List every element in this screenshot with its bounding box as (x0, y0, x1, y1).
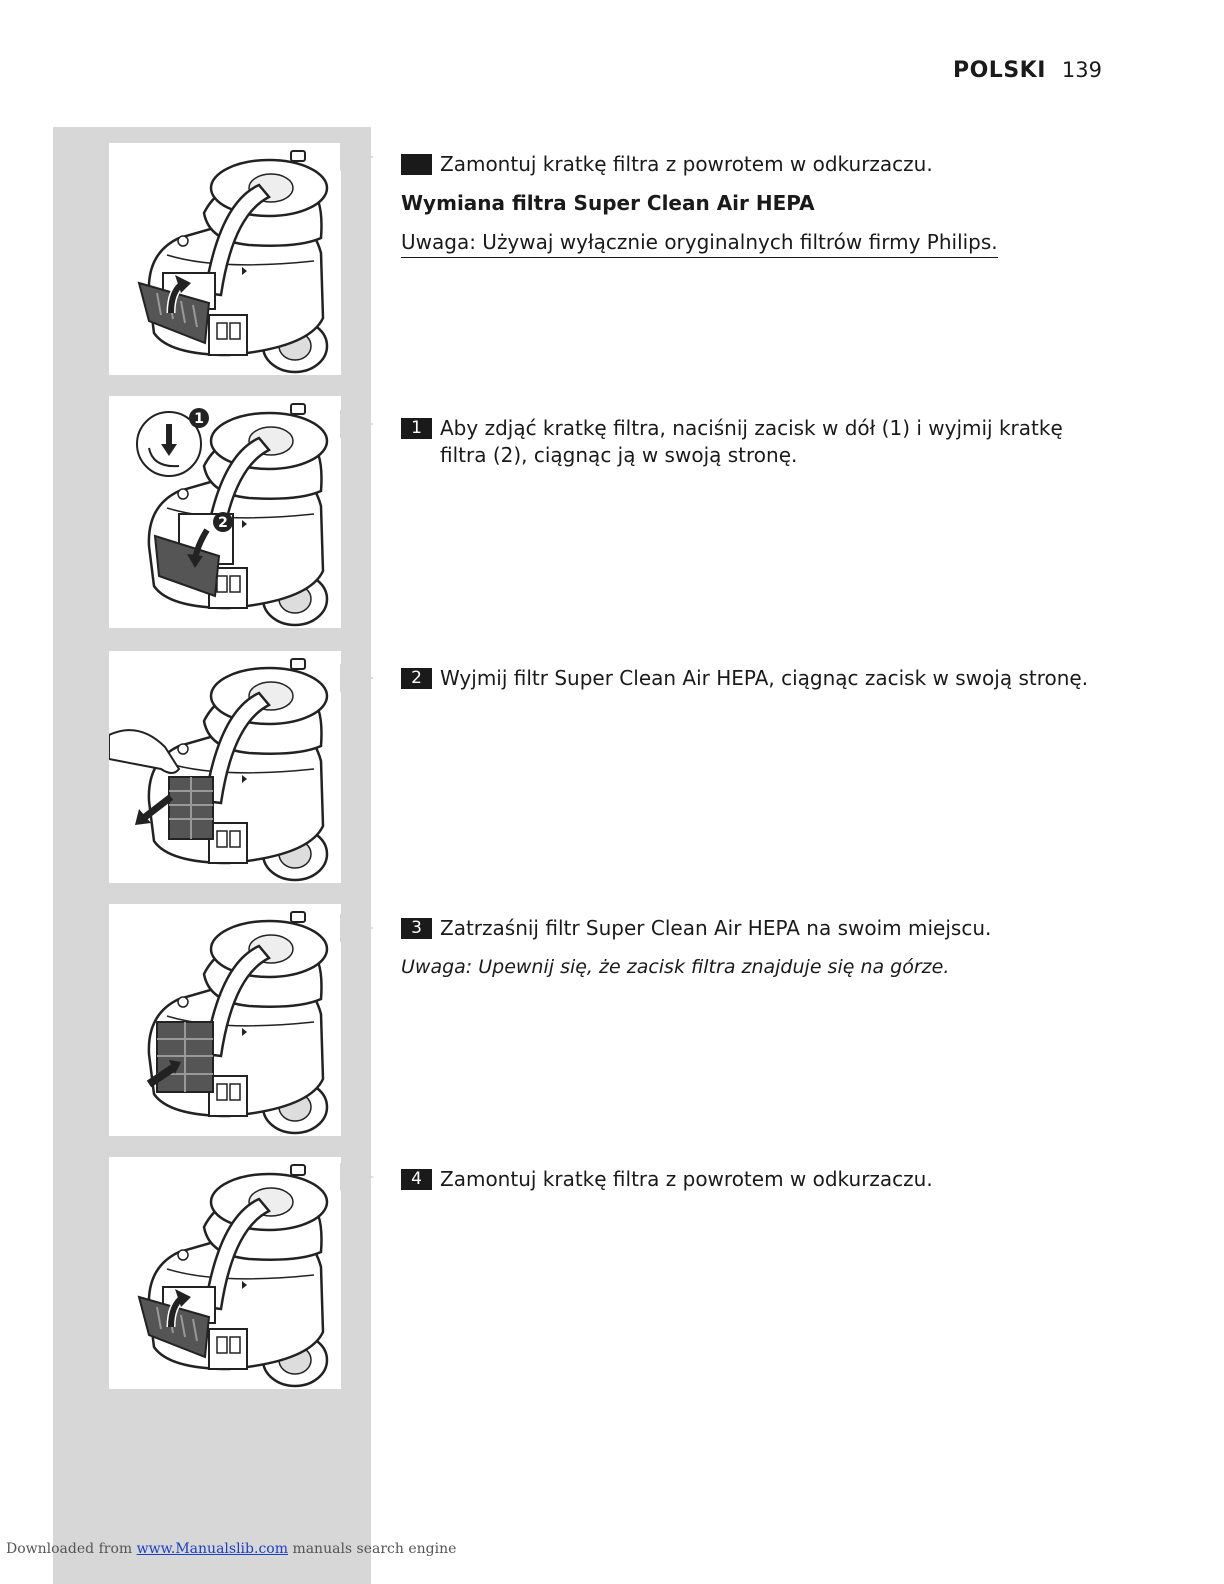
step-text: Wyjmij filtr Super Clean Air HEPA, ciągnąc zacisk w swoją stronę. (440, 666, 1089, 690)
manualslib-link[interactable]: www.Manualslib.com (136, 1541, 288, 1557)
download-footer (6, 1541, 456, 1557)
illustration-reinsert-grille-final (109, 1157, 341, 1389)
step-text: Zatrzaśnij filtr Super Clean Air HEPA na swoim miejscu. (440, 916, 992, 940)
step-row (401, 415, 1101, 469)
callout-two: 2 (218, 515, 228, 531)
section-step-3 (401, 915, 1101, 981)
section-heading: Wymiana filtra Super Clean Air HEPA (401, 191, 815, 215)
pointer-arrow-2 (340, 410, 374, 438)
footer-suffix: manuals search engine (292, 1541, 457, 1557)
step-number-box: 3 (401, 918, 432, 939)
step-row (401, 151, 1101, 178)
section-step-2 (401, 665, 1101, 692)
step-number-box: 4 (401, 1169, 432, 1190)
page-header (953, 58, 1102, 83)
step-text: Aby zdjąć kratkę filtra, naciśnij zacisk w dół (1) i wyjmij kratkę filtra (2), ciągnąc ją w swoją stronę. (440, 416, 1063, 467)
page-number: 139 (1061, 58, 1102, 82)
section-reinsert-grille (401, 151, 1101, 258)
pointer-arrow-5 (340, 1163, 374, 1191)
footer-prefix: Downloaded from (6, 1541, 133, 1557)
step-number-box (401, 154, 432, 175)
step-row (401, 665, 1101, 692)
step-text: Zamontuj kratkę filtra z powrotem w odkurzaczu. (440, 1167, 933, 1191)
step-number-box: 2 (401, 668, 432, 689)
callout-one: 1 (194, 411, 204, 427)
section-step-4 (401, 1166, 1101, 1193)
illustration-remove-grille (109, 396, 341, 628)
section-step-1 (401, 415, 1101, 469)
pointer-arrow-4 (340, 914, 374, 942)
pointer-arrow-3 (340, 664, 374, 692)
illustration-reinsert-grille (109, 143, 341, 375)
illustration-insert-hepa-filter (109, 904, 341, 1136)
step-text: Zamontuj kratkę filtra z powrotem w odkurzaczu. (440, 152, 933, 176)
pointer-arrow-1 (340, 143, 374, 171)
step-number-box: 1 (401, 418, 432, 439)
illustration-remove-hepa-filter (109, 651, 341, 883)
note-text: Uwaga: Używaj wyłącznie oryginalnych filtrów firmy Philips. (401, 229, 998, 258)
step-row (401, 915, 1101, 942)
note-text: Uwaga: Upewnij się, że zacisk filtra znajduje się na górze. (401, 956, 950, 978)
step-row (401, 1166, 1101, 1193)
language-label: POLSKI (952, 58, 1046, 83)
